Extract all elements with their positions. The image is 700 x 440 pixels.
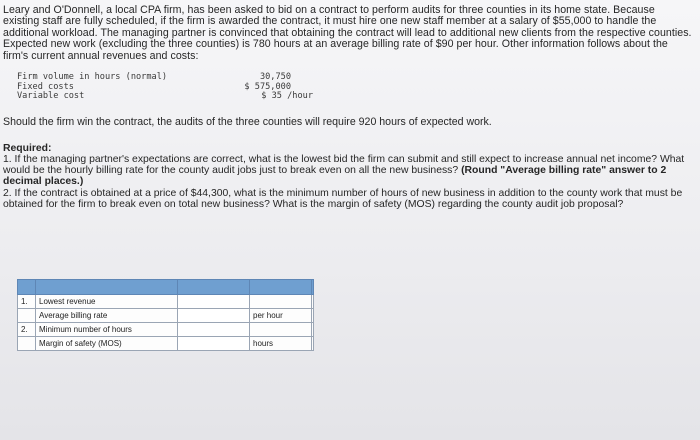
answer-row-lowest-revenue [18,295,314,309]
lowest-revenue-input[interactable] [181,295,246,308]
info-value: $ 35 /hour [261,91,313,102]
answer-table [17,279,314,351]
minimum-hours-input-cell[interactable] [178,323,250,337]
info-value: 30,750 [259,72,291,83]
intro-paragraph: Leary and O'Donnell, a local CPA firm, has been asked to bid on a contract to perform audits for three counties in its home state. Because existing staff are fully scheduled, if the firm is awarded the contract, it must hire one new staff member at a salary of $55,000 to handle the additional workload. The managing partner is convinced that obtaining the contract will lead to additional new clients from the respective counties. Expected new work (excluding the three counties) is 780 hours at an average billing rate of $90 per hour. Other information follows about the firm's current annual revenues and costs: [3,4,692,62]
county-work-statement: Should the firm win the contract, the audits of the three counties will require 920 hours of expected work. [3,115,492,128]
row-unit [250,295,312,309]
required-item-2: 2. If the contract is obtained at a price of $44,300, what is the minimum number of hours of new business in addition to the county work that must be obtained for the firm to break even on total new business? What is the margin of safety (MOS) regarding the county audit job proposal? [3,187,683,210]
answer-row-average-billing-rate [18,309,314,323]
info-row-volume [17,73,692,83]
minimum-hours-input[interactable] [181,323,246,336]
info-row-fixed-costs [17,83,692,93]
margin-of-safety-input[interactable] [181,337,246,350]
margin-of-safety-input-cell[interactable] [178,337,250,351]
answer-row-minimum-hours [18,323,314,337]
required-section [3,143,692,210]
firm-info-table [17,73,692,102]
row-label: Lowest revenue [36,295,178,309]
lowest-revenue-input-cell[interactable] [178,295,250,309]
row-unit [250,323,312,337]
required-heading: Required: [3,142,52,154]
row-unit: per hour [250,309,312,323]
row-label: Minimum number of hours [36,323,178,337]
info-label: Firm volume in hours (normal) [17,72,168,83]
info-label: Fixed costs [17,81,74,92]
info-label: Variable cost [17,91,85,102]
rounding-instruction: (Round "Average billing rate" answer to 2 decimal places.) [3,165,667,188]
average-billing-rate-input-cell[interactable] [178,309,250,323]
row-number [18,337,36,351]
row-label: Margin of safety (MOS) [36,337,178,351]
info-value: $ 575,000 [244,81,291,92]
row-unit: hours [250,337,312,351]
answer-row-margin-of-safety [18,337,314,351]
answer-table-header [18,280,314,295]
info-row-variable-cost [17,92,692,102]
average-billing-rate-input[interactable] [181,309,246,322]
row-number: 2. [18,323,36,337]
row-number [18,309,36,323]
row-label: Average billing rate [36,309,178,323]
row-number: 1. [18,295,36,309]
required-item-1-text: 1. If the managing partner's expectations are correct, what is the lowest bid the firm can submit and still expect to increase annual net income? What would be the hourly billing rate for the county audit jobs just to break even on all the new business? [3,154,685,177]
required-item-1 [3,154,692,188]
